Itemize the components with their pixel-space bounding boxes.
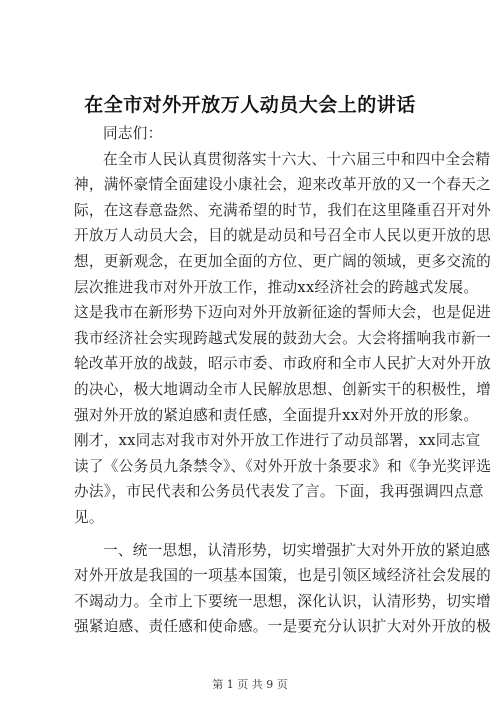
text-line: 刚才，xx同志对我市对外开放工作进行了动员部署，xx同志宣 — [74, 432, 481, 450]
text-line: 开放万人动员大会，目的就是动员和号召全市人民以更开放的思 — [74, 227, 492, 245]
text-line: 的决心，极大地调动全市人民解放思想、创新实干的积极性，增 — [74, 380, 492, 398]
text-line: 在全市人民认真贯彻落实十六大、十六届三中和四中全会精 — [103, 150, 491, 168]
text-line: 办法》，市民代表和公务员代表发了言。下面，我再强调四点意 — [74, 483, 484, 501]
text-line: 一、统一思想，认清形势，切实增强扩大对外开放的紧迫感 — [103, 541, 491, 559]
text-line: 轮改革开放的战鼓，昭示市委、市政府和全市人民扩大对外开放 — [74, 355, 492, 373]
text-line: 神，满怀豪情全面建设小康社会，迎来改革开放的又一个春天之 — [74, 176, 492, 194]
text-line: 强对外开放的紧迫感和责任感，全面提升xx对外开放的形象。 — [74, 406, 479, 424]
document-title: 在全市对外开放万人动员大会上的讲话 — [84, 94, 416, 116]
text-line: 我市经济社会实现跨越式发展的鼓劲大会。大会将擂响我市新一 — [74, 329, 492, 347]
text-line: 读了《公务员九条禁令》、《对外开放十条要求》和《争光奖评选 — [74, 457, 492, 475]
text-line: 层次推进我市对外开放工作，推动xx经济社会的跨越式发展。 — [74, 278, 479, 296]
text-line: 这是我市在新形势下迈向对外开放新征途的誓师大会，也是促进 — [74, 304, 492, 322]
text-line: 想，更新观念，在更加全面的方位、更广阔的领域，更多交流的 — [74, 252, 492, 270]
page-number: 第 1 页 共 9 页 — [212, 678, 288, 691]
text-line: 强紧迫感、责任感和使命感。一是要充分认识扩大对外开放的极 — [74, 618, 492, 636]
document-body — [74, 121, 492, 640]
text-line: 见。 — [74, 508, 104, 526]
text-line: 际，在这春意盎然、充满希望的时节，我们在这里隆重召开对外 — [74, 201, 492, 219]
text-line: 不竭动力。全市上下要统一思想，深化认识，认清形势，切实增 — [74, 592, 492, 610]
text-line: 对外开放是我国的一项基本国策，也是引领区域经济社会发展的 — [74, 567, 492, 585]
text-line: 同志们： — [103, 125, 163, 142]
